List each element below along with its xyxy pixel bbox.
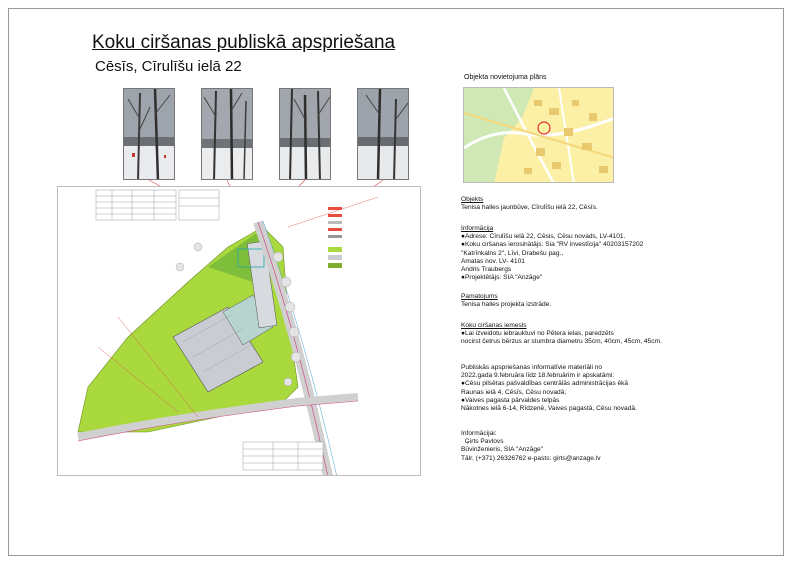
consultation-line: ●Vaives pagasta pārvaldes telpās: [461, 396, 560, 404]
section-reason: [461, 322, 662, 347]
site-plan-drawing: [57, 186, 421, 476]
section-object: [461, 196, 598, 212]
page-title: Koku ciršanas publiskā apspriešana: [92, 32, 396, 53]
section-reason-heading: Koku ciršanas iemesls: [461, 322, 527, 329]
contact-phone-email: Tālr. (+371) 26326762 e-pasts: girts@anzage.lv: [461, 454, 601, 462]
section-basis-heading: Pamatojums: [461, 293, 498, 300]
section-basis: [461, 293, 551, 309]
consultation-line: ●Cēsu pilsētas pašvaldības centrālās administrācijas ēkā: [461, 380, 629, 388]
section-contact: [461, 430, 601, 463]
consultation-line: Raunas ielā 4, Cēsīs, Cēsu novadā;: [461, 388, 567, 396]
info-line: Amatas nov. LV- 4101: [461, 257, 525, 265]
reason-line: ●Lai izveidotu iebrauktuvi no Pētera ielas, paredzēts: [461, 330, 614, 338]
section-consultation: [461, 364, 637, 413]
page-subtitle: Cēsīs, Cīrulīšu ielā 22: [95, 58, 242, 75]
info-line: ●Adrese: Cīrulīšu ielā 22, Cēsis, Cēsu novads, LV-4101.: [461, 233, 626, 241]
section-object-line: Tenisa halles jaunbūve, Cīrulīšu ielā 22, Cēsīs.: [461, 204, 598, 212]
info-line: ●Projektētājs: SIA "Anzāge": [461, 274, 543, 282]
info-line: Andris Traubergs: [461, 266, 512, 274]
basis-line: Tenisa halles projekta izstrāde.: [461, 301, 552, 309]
location-map: [463, 87, 614, 183]
location-map-label: Objekta novietojuma plāns: [464, 74, 547, 81]
reason-line: nocirst četrus bērzus ar stumbra diametru 35cm, 40cm, 45cm, 45cm.: [461, 338, 662, 346]
info-line: ●Koku ciršanas ierosinātājs: Sia "RV investīcija" 40203157202: [461, 241, 644, 249]
contact-line: Būvinženieris, SIA "Anzāge": [461, 446, 544, 454]
consultation-line: 2022.gada 9.februāra līdz 18.februārim ir apskatāmi:: [461, 372, 615, 380]
contact-line: Informācijai:: [461, 430, 497, 437]
section-object-heading: Objekts: [461, 196, 484, 203]
section-information-heading: Informācija: [461, 225, 494, 232]
consultation-line: Publiskās apspriešanas informatīvie materiāli no: [461, 364, 603, 371]
info-line: "Katrīnkalns 2", Līvi, Drabešu pag.,: [461, 249, 564, 257]
consultation-line: Nākotnes ielā 6-14, Rīdzenē, Vaives pagastā, Cēsu novadā.: [461, 405, 637, 413]
contact-name: Ģirts Pavlovs: [461, 438, 504, 446]
section-information: [461, 225, 643, 282]
